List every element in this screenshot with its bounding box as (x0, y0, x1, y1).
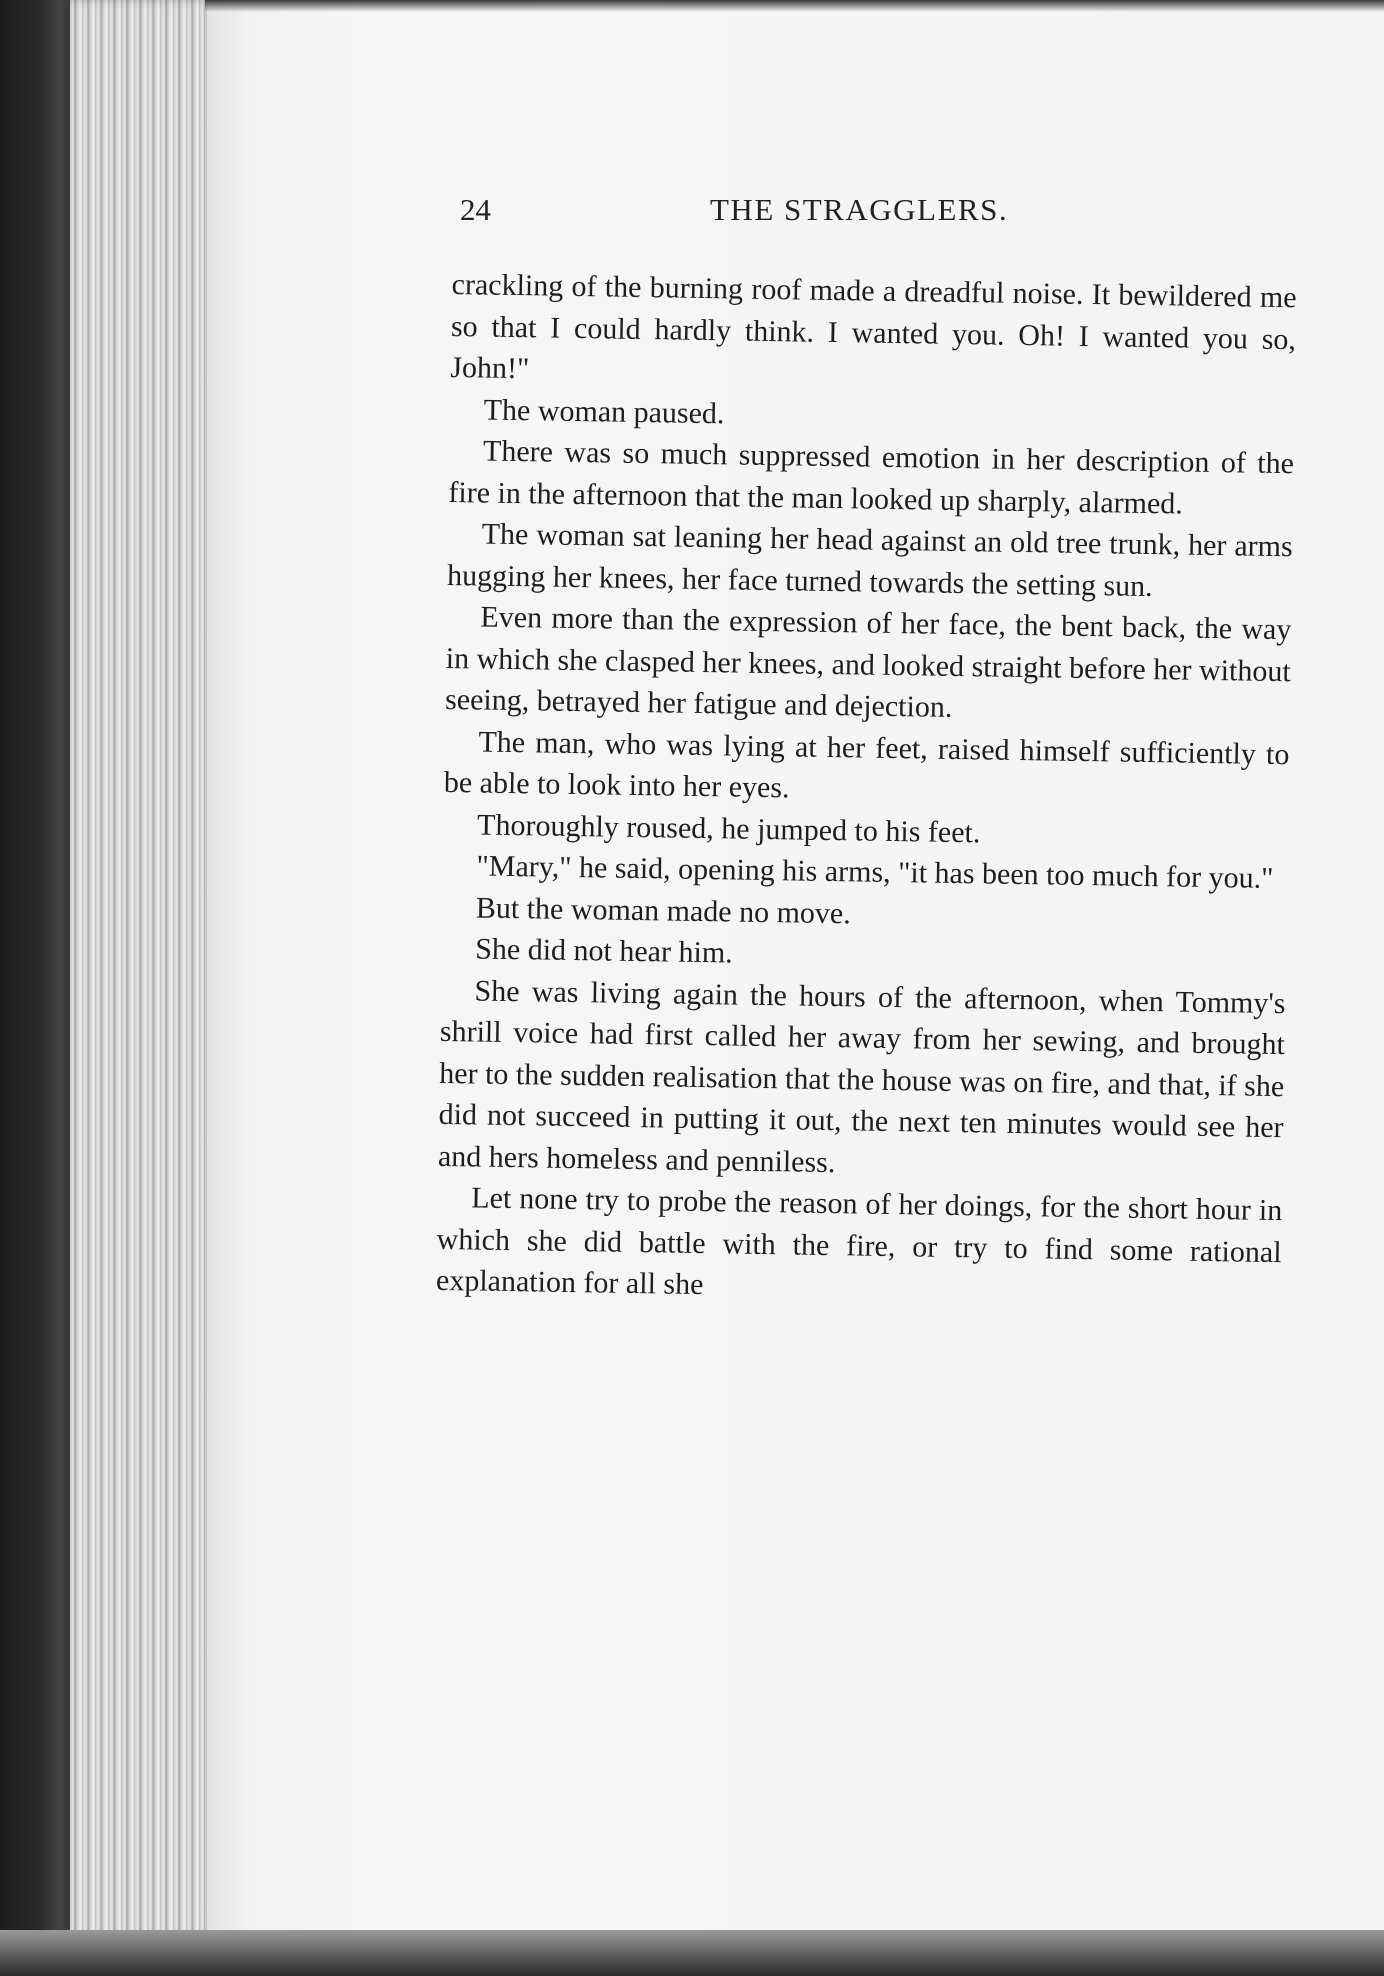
paragraph: Thoroughly roused, he jumped to his feet. (476, 807, 981, 849)
body-text (436, 264, 1297, 1315)
paragraph: Let none try to probe the reason of her doings, for the short hour in which she did battle with the fire, or try to find some rational explanation for all she (435, 1181, 1283, 1302)
paragraph: The woman paused. (483, 393, 725, 430)
running-head: THE STRAGGLERS. (710, 192, 1009, 227)
paragraph: But the woman made no move. (475, 890, 852, 930)
top-shadow (205, 0, 1384, 12)
paragraph: The man, who was lying at her feet, raised himself sufficiently to be able to look into her eyes. (443, 724, 1290, 805)
page-header (460, 192, 1060, 238)
page-number: 24 (460, 192, 491, 227)
paragraph: crackling of the burning roof made a dreadful noise. It bewildered me so that I could hardly think. I wanted you. Oh! I wanted you so, John!" (450, 267, 1297, 386)
paragraph: She did not hear him. (474, 932, 733, 970)
paragraph: There was so much suppressed emotion in her description of the fire in the afternoon that the man looked up sharply, alarmed. (448, 434, 1295, 521)
bottom-shadow (0, 1930, 1384, 1976)
paragraph: She was living again the hours of the afternoon, when Tommy's shrill voice had first called her away from her sewing, and brought her to the sudden realisation that the house was on fire, and that, if she did not succeed in putting it out, the next ten minutes would see her and hers homeless and penniless. (437, 973, 1286, 1179)
paragraph: Even more than the expression of her face, the bent back, the way in which she clasped her knees, and looked straight before her without seeing, betrayed her fatigue and dejection. (444, 600, 1292, 724)
paragraph: "Mary," he said, opening his arms, "it has been too much for you." (476, 849, 1274, 895)
paragraph: The woman sat leaning her head against an old tree trunk, her arms hugging her knees, her face turned towards the setting sun. (446, 517, 1293, 603)
